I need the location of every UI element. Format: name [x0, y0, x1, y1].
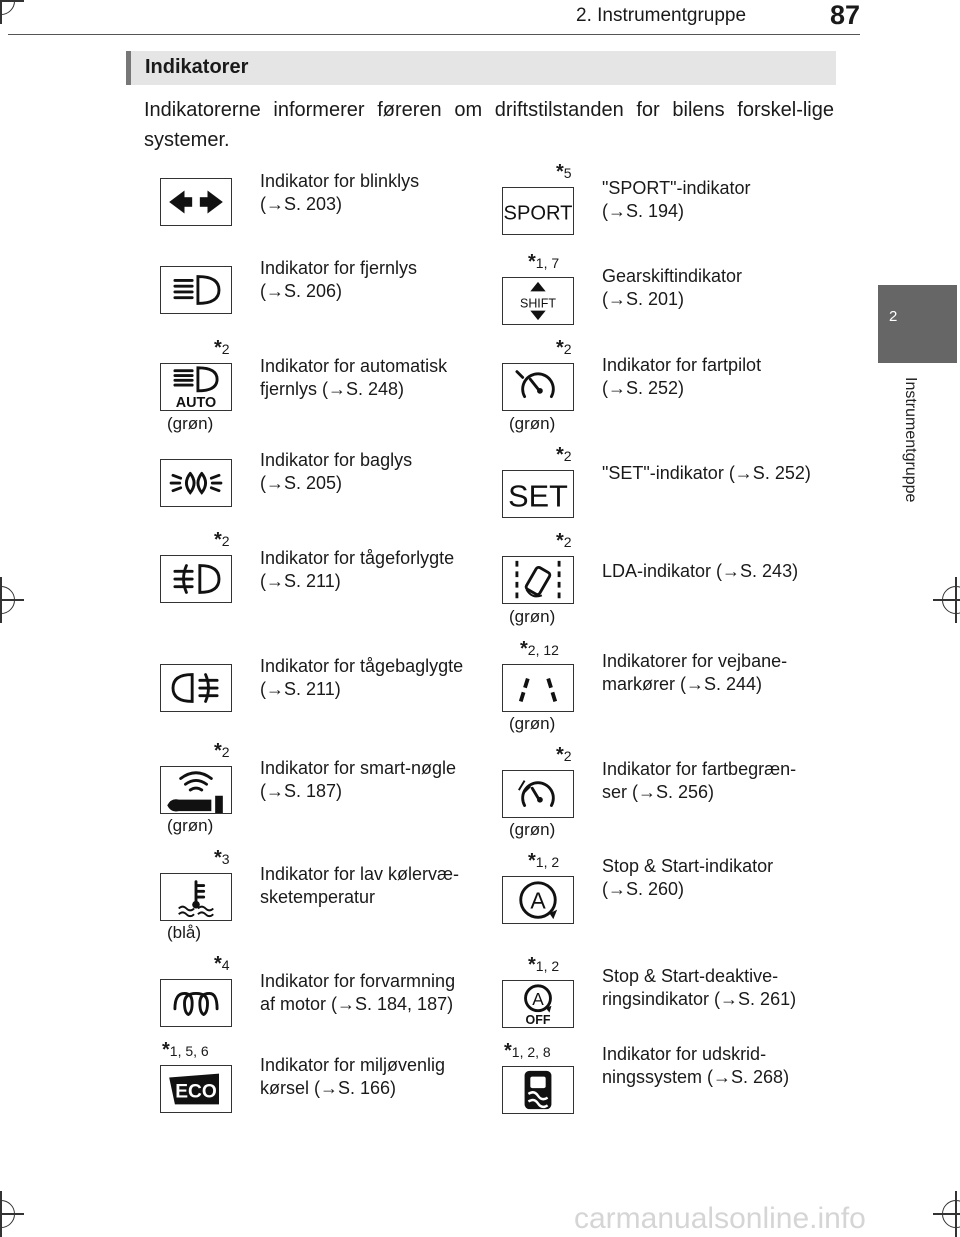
- tail-light-icon: [160, 459, 232, 507]
- low-coolant-temp-icon: [160, 873, 232, 921]
- high-beam-icon: [160, 266, 232, 314]
- crop-mark-icon: [0, 0, 15, 15]
- footnote-marker: *1, 7: [528, 251, 560, 273]
- watermark: carmanualsonline.info: [574, 1202, 866, 1235]
- svg-text:SET: SET: [508, 479, 568, 514]
- indicator-label: Indikator for tågeforlygte (→S. 211): [260, 548, 455, 591]
- intro-paragraph: Indikatorerne informerer føreren om driftstilstanden for bilens forskel-lige systemer.: [144, 99, 834, 151]
- set-icon: [502, 470, 574, 518]
- indicator-label: Stop & Start-indikator (→S. 260): [602, 856, 774, 899]
- footnote-marker: *2: [556, 444, 572, 466]
- indicator-label: Indikator for fartpilot (→S. 252): [602, 355, 762, 398]
- footnote-marker: *2: [214, 337, 230, 359]
- indicator-label: "SPORT"-indikator (→S. 194): [602, 178, 751, 221]
- svg-text:SPORT: SPORT: [503, 202, 573, 225]
- svg-text:A: A: [532, 988, 544, 1009]
- chapter-side-label: Instrumentgruppe: [902, 377, 919, 503]
- footnote-marker: *1, 2: [528, 954, 560, 976]
- indicator-color-note: (grøn): [167, 414, 214, 433]
- shift-icon: [502, 277, 574, 325]
- indicator-label: Stop & Start-deaktive- ringsindikator (→S. 261): [602, 966, 797, 1009]
- svg-text:AUTO: AUTO: [175, 395, 217, 410]
- section-heading: [126, 51, 836, 85]
- indicator-label: Indikator for miljøvenlig kørsel (→S. 166): [260, 1055, 446, 1098]
- crop-mark-icon: [942, 586, 960, 614]
- footnote-marker: *1, 5, 6: [162, 1039, 209, 1061]
- svg-text:ECO: ECO: [175, 1081, 217, 1103]
- indicator-label: Indikator for lav kølervæ- sketemperatur: [260, 864, 460, 907]
- sport-icon: [502, 187, 574, 235]
- turn-signal-icon: [160, 178, 232, 226]
- cruise-control-icon: [502, 363, 574, 411]
- indicator-label: Indikator for fjernlys (→S. 206): [260, 258, 418, 301]
- auto-high-beam-icon: [160, 363, 232, 411]
- footnote-marker: *4: [214, 953, 230, 975]
- stop-start-icon: [502, 876, 574, 924]
- indicator-label: Indikator for forvarmning af motor (→S. 184, 187): [260, 971, 456, 1014]
- lane-markers-icon: [502, 664, 574, 712]
- lda-icon: [502, 556, 574, 604]
- indicator-color-note: (grøn): [509, 820, 556, 839]
- footnote-marker: *3: [214, 847, 230, 869]
- glow-plug-icon: [160, 979, 232, 1027]
- indicator-color-note: (grøn): [509, 414, 556, 433]
- footnote-marker: *1, 2, 8: [504, 1040, 551, 1062]
- skid-control-icon: [502, 1066, 574, 1114]
- crop-mark-icon: [0, 1200, 15, 1228]
- svg-text:SHIFT: SHIFT: [520, 296, 556, 311]
- footnote-marker: *1, 2: [528, 850, 560, 872]
- svg-text:OFF: OFF: [525, 1013, 551, 1027]
- section-title: Indikatorer: [145, 56, 249, 78]
- indicator-color-note: (grøn): [167, 816, 214, 835]
- svg-text:A: A: [530, 887, 546, 914]
- front-fog-icon: [160, 555, 232, 603]
- footnote-marker: *5: [556, 161, 572, 183]
- crop-mark-icon: [942, 1200, 960, 1228]
- indicator-color-note: (grøn): [509, 714, 556, 733]
- indicator-label: Gearskiftindikator (→S. 201): [602, 266, 743, 309]
- footnote-marker: *2: [556, 530, 572, 552]
- footnote-marker: *2: [556, 337, 572, 359]
- chapter-tab-number: 2: [889, 308, 898, 325]
- footnote-marker: *2: [214, 740, 230, 762]
- eco-icon: [160, 1065, 232, 1113]
- indicator-label: Indikator for automatisk fjernlys (→S. 248): [260, 356, 448, 399]
- header-rule: [8, 34, 860, 35]
- indicator-label: Indikator for blinklys (→S. 203): [260, 171, 420, 214]
- indicator-label: Indikatorer for vejbane- markører (→S. 244): [602, 651, 788, 694]
- page-number: 87: [830, 0, 861, 30]
- rear-fog-icon: [160, 664, 232, 712]
- footnote-marker: *2, 12: [520, 638, 559, 660]
- indicator-color-note: (grøn): [509, 607, 556, 626]
- indicator-label: "SET"-indikator (→S. 252): [602, 462, 811, 483]
- smart-key-icon: [160, 766, 232, 814]
- indicator-color-note: (blå): [167, 923, 202, 942]
- speed-limiter-icon: [502, 770, 574, 818]
- crop-mark-icon: [0, 586, 15, 614]
- indicator-label: Indikator for udskrid- ningssystem (→S. 268): [602, 1044, 790, 1087]
- stop-start-off-icon: [502, 980, 574, 1028]
- indicator-label: LDA-indikator (→S. 243): [602, 560, 799, 581]
- indicator-label: Indikator for baglys (→S. 205): [260, 450, 413, 493]
- indicator-label: Indikator for fartbegræn- ser (→S. 256): [602, 759, 797, 802]
- footnote-marker: *2: [556, 744, 572, 766]
- running-header: 2. Instrumentgruppe: [576, 5, 747, 26]
- indicator-label: Indikator for tågebaglygte (→S. 211): [260, 656, 464, 699]
- footnote-marker: *2: [214, 529, 230, 551]
- indicator-label: Indikator for smart-nøgle (→S. 187): [260, 758, 457, 801]
